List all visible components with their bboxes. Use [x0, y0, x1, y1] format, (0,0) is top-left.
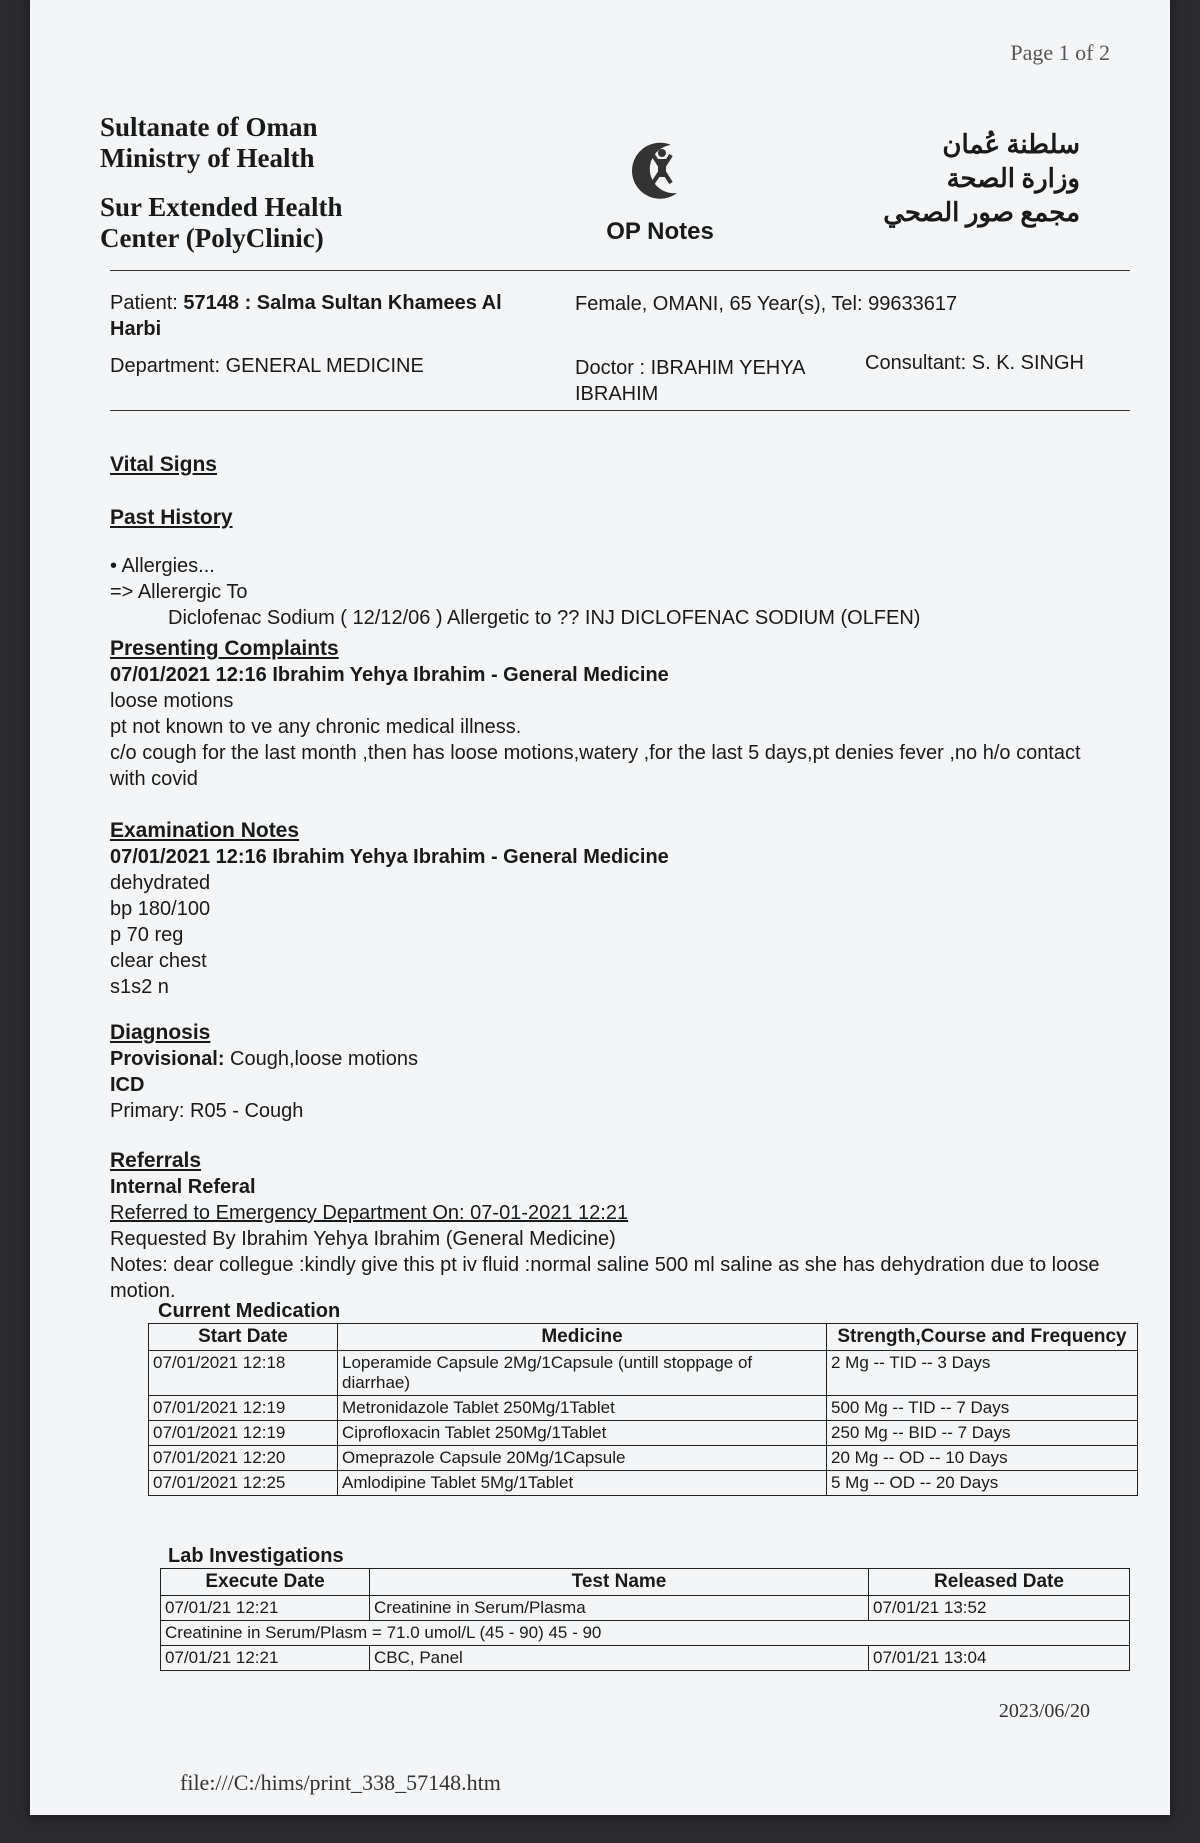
page-number: Page 1 of 2 — [1010, 40, 1110, 65]
allergies-line: • Allergies... — [110, 555, 215, 577]
col-released-date: Released Date — [869, 1569, 1130, 1596]
med-date: 07/01/2021 12:18 — [149, 1351, 338, 1396]
exam-line-4: clear chest — [110, 950, 207, 972]
table-row — [149, 1351, 1138, 1396]
consultant-label: Consultant: — [865, 352, 967, 374]
org-line-2: Ministry of Health — [100, 143, 315, 173]
patient-label: Patient: — [110, 292, 178, 314]
exam-line-1: dehydrated — [110, 872, 211, 894]
complaint-entry: 07/01/2021 12:16 Ibrahim Yehya Ibrahim - General Medicine — [110, 664, 669, 686]
icd-primary: Primary: R05 - Cough — [110, 1100, 304, 1122]
allergy-detail: Diclofenac Sodium ( 12/12/06 ) Allergetic to ?? INJ DICLOFENAC SODIUM (OLFEN) — [168, 607, 921, 629]
vital-signs-section — [110, 452, 1110, 478]
col-test-name: Test Name — [370, 1569, 869, 1596]
header-divider — [110, 270, 1130, 271]
med-strength: 2 Mg -- TID -- 3 Days — [827, 1351, 1138, 1396]
org-line-1: Sultanate of Oman — [100, 112, 318, 142]
exam-line-3: p 70 reg — [110, 924, 184, 946]
referral-requested-by: Requested By Ibrahim Yehya Ibrahim (General Medicine) — [110, 1228, 616, 1250]
document-title: OP Notes — [606, 218, 714, 245]
med-date: 07/01/2021 12:25 — [149, 1471, 338, 1496]
lab-released: 07/01/21 13:52 — [869, 1596, 1130, 1621]
exam-line-2: bp 180/100 — [110, 898, 211, 920]
lab-date: 07/01/21 12:21 — [161, 1596, 370, 1621]
oman-emblem-icon — [625, 135, 695, 207]
provisional-label: Provisional: — [110, 1048, 225, 1070]
med-date: 07/01/2021 12:20 — [149, 1446, 338, 1471]
col-execute-date: Execute Date — [161, 1569, 370, 1596]
current-medication-section — [148, 1300, 1148, 1496]
table-row — [161, 1596, 1130, 1621]
referrals-heading: Referrals — [110, 1149, 202, 1172]
lab-test: Creatinine in Serum/Plasma — [370, 1596, 869, 1621]
med-strength: 250 Mg -- BID -- 7 Days — [827, 1421, 1138, 1446]
doctor-name: IBRAHIM YEHYA IBRAHIM — [575, 357, 805, 405]
referrals-section — [110, 1148, 1110, 1304]
consultant-name: S. K. SINGH — [971, 352, 1084, 374]
table-row — [161, 1646, 1130, 1671]
lab-result: Creatinine in Serum/Plasm = 71.0 umol/L (45 - 90) 45 - 90 — [161, 1621, 1130, 1646]
med-date: 07/01/2021 12:19 — [149, 1396, 338, 1421]
lab-test: CBC, Panel — [370, 1646, 869, 1671]
header-title-block — [570, 135, 750, 246]
patient-demographics: Female, OMANI, 65 Year(s), Tel: 99633617 — [575, 293, 958, 315]
vital-signs-heading: Vital Signs — [110, 453, 217, 476]
table-row — [149, 1446, 1138, 1471]
doctor-label: Doctor : — [575, 357, 646, 379]
lab-released: 07/01/21 13:04 — [869, 1646, 1130, 1671]
consultant-info — [865, 352, 1084, 375]
patient-info — [110, 290, 550, 342]
presenting-complaints-heading: Presenting Complaints — [110, 637, 339, 660]
center-line-2: Center (PolyClinic) — [100, 223, 324, 253]
table-row — [161, 1621, 1130, 1646]
table-row — [149, 1421, 1138, 1446]
lab-date: 07/01/21 12:21 — [161, 1646, 370, 1671]
patient-name: 57148 : Salma Sultan Khamees Al Harbi — [110, 292, 502, 340]
medication-table — [148, 1323, 1138, 1496]
med-name: Metronidazole Tablet 250Mg/1Tablet — [338, 1396, 827, 1421]
examination-entry: 07/01/2021 12:16 Ibrahim Yehya Ibrahim - General Medicine — [110, 846, 669, 868]
med-strength: 20 Mg -- OD -- 10 Days — [827, 1446, 1138, 1471]
med-date: 07/01/2021 12:19 — [149, 1421, 338, 1446]
lab-table — [160, 1568, 1130, 1671]
lab-investigations-section — [160, 1545, 1140, 1671]
doctor-info — [575, 355, 835, 407]
department-value: GENERAL MEDICINE — [225, 355, 424, 377]
department-label: Department: — [110, 355, 221, 377]
provisional-value: Cough,loose motions — [230, 1048, 418, 1070]
lab-investigations-title: Lab Investigations — [168, 1545, 344, 1567]
document-page — [30, 0, 1170, 1815]
diagnosis-heading: Diagnosis — [110, 1021, 211, 1044]
lab-header-row — [161, 1569, 1130, 1596]
examination-notes-heading: Examination Notes — [110, 819, 300, 842]
examination-notes-section — [110, 818, 1110, 1000]
internal-referral-label: Internal Referal — [110, 1176, 256, 1198]
header-arabic — [883, 128, 1080, 230]
past-history-section — [110, 505, 1110, 631]
referral-department: Referred to Emergency Department On: 07-01-2021 12:21 — [110, 1202, 629, 1224]
med-name: Loperamide Capsule 2Mg/1Capsule (untill stoppage of diarrhae) — [338, 1351, 827, 1396]
arabic-line-3: مجمع صور الصحي — [883, 198, 1080, 227]
col-strength: Strength,Course and Frequency — [827, 1324, 1138, 1351]
table-row — [149, 1396, 1138, 1421]
allergic-to-line: => Allerergic To — [110, 581, 248, 603]
med-strength: 500 Mg -- TID -- 7 Days — [827, 1396, 1138, 1421]
header-organization — [100, 112, 343, 254]
department-info — [110, 355, 424, 378]
diagnosis-section — [110, 1020, 1110, 1124]
medication-header-row — [149, 1324, 1138, 1351]
med-strength: 5 Mg -- OD -- 20 Days — [827, 1471, 1138, 1496]
table-row — [149, 1471, 1138, 1496]
col-medicine: Medicine — [338, 1324, 827, 1351]
med-name: Omeprazole Capsule 20Mg/1Capsule — [338, 1446, 827, 1471]
presenting-complaints-section — [110, 636, 1110, 792]
center-line-1: Sur Extended Health — [100, 192, 343, 222]
col-start-date: Start Date — [149, 1324, 338, 1351]
patient-divider — [110, 410, 1130, 411]
complaint-line-2: pt not known to ve any chronic medical illness. — [110, 716, 522, 738]
current-medication-title: Current Medication — [158, 1300, 341, 1322]
exam-line-5: s1s2 n — [110, 976, 169, 998]
med-name: Amlodipine Tablet 5Mg/1Tablet — [338, 1471, 827, 1496]
med-name: Ciprofloxacin Tablet 250Mg/1Tablet — [338, 1421, 827, 1446]
arabic-line-2: وزارة الصحة — [946, 164, 1080, 193]
print-date: 2023/06/20 — [998, 1700, 1090, 1722]
complaint-line-1: loose motions — [110, 690, 234, 712]
arabic-line-1: سلطنة عُمان — [942, 130, 1080, 159]
referral-notes: Notes: dear collegue :kindly give this pt iv fluid :normal saline 500 ml saline as she has dehydration due to loose motion. — [110, 1254, 1100, 1302]
icd-label: ICD — [110, 1074, 145, 1096]
complaint-line-3: c/o cough for the last month ,then has loose motions,watery ,for the last 5 days,pt denies fever ,no h/o contact with covid — [110, 742, 1081, 790]
past-history-heading: Past History — [110, 506, 233, 529]
footer-url: file:///C:/hims/print_338_57148.htm — [180, 1770, 501, 1795]
